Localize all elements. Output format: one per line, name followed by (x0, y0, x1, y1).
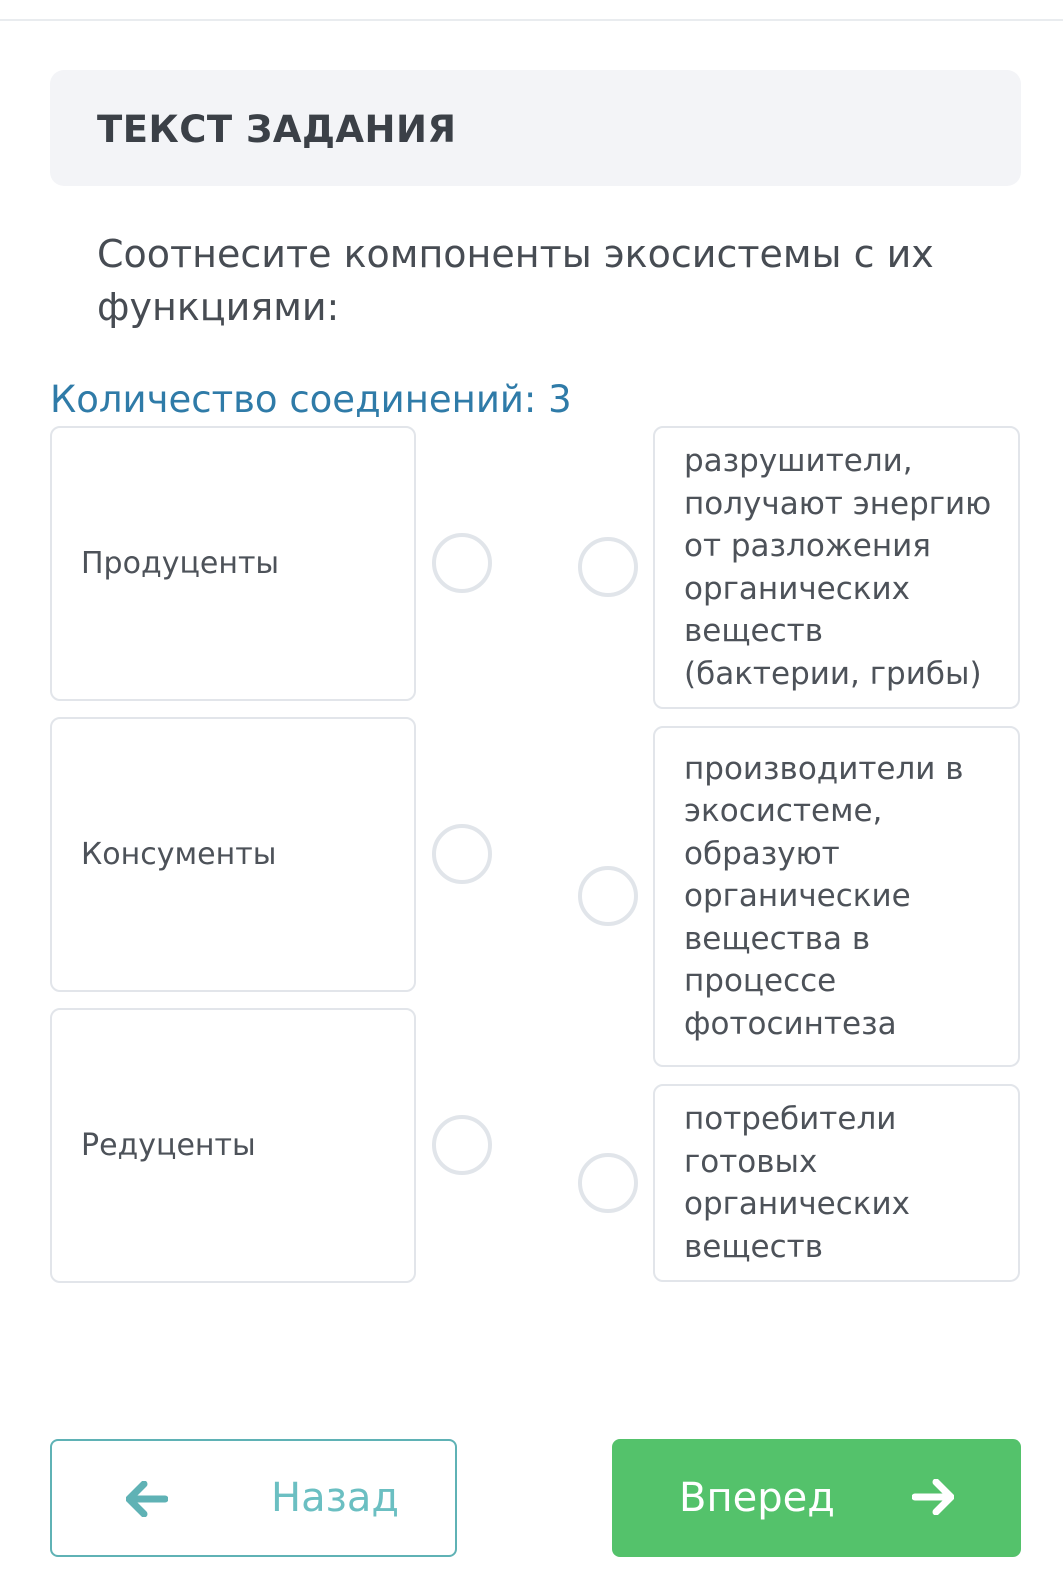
left-item-consumers[interactable] (50, 717, 416, 992)
left-connector-dot[interactable] (432, 533, 492, 593)
next-button-label: Вперед (679, 1475, 835, 1521)
task-header-title: ТЕКСТ ЗАДАНИЯ (97, 108, 457, 151)
right-item-producers-function[interactable] (653, 726, 1020, 1067)
back-button-label: Назад (271, 1475, 400, 1521)
right-item-label: потребители готовых органических веществ (684, 1101, 910, 1265)
question-text: Соотнесите компоненты экосистемы с их функциями: (97, 232, 934, 329)
arrow-right-icon (912, 1479, 954, 1515)
right-item-label: разрушители, получают энергию от разложения органических веществ (бактерии, грибы) (684, 443, 992, 692)
right-item-label: производители в экосистеме, образуют органические вещества в процессе фотосинтеза (684, 750, 964, 1042)
right-connector-dot[interactable] (578, 537, 638, 597)
left-item-label: Консументы (81, 837, 277, 872)
task-header (50, 70, 1021, 186)
left-connector-dot[interactable] (432, 1115, 492, 1175)
left-item-reducers[interactable] (50, 1008, 416, 1283)
right-connector-dot[interactable] (578, 1153, 638, 1213)
connections-count: Количество соединений: 3 (50, 378, 572, 421)
next-button[interactable] (612, 1439, 1021, 1557)
right-item-decomposers[interactable] (653, 426, 1020, 709)
right-connector-dot[interactable] (578, 866, 638, 926)
back-button[interactable] (50, 1439, 457, 1557)
top-divider (0, 19, 1063, 21)
right-item-consumers-function[interactable] (653, 1084, 1020, 1282)
left-item-label: Продуценты (81, 546, 280, 581)
left-item-producers[interactable] (50, 426, 416, 701)
left-item-label: Редуценты (81, 1128, 256, 1163)
arrow-left-icon (126, 1481, 168, 1517)
left-connector-dot[interactable] (432, 824, 492, 884)
